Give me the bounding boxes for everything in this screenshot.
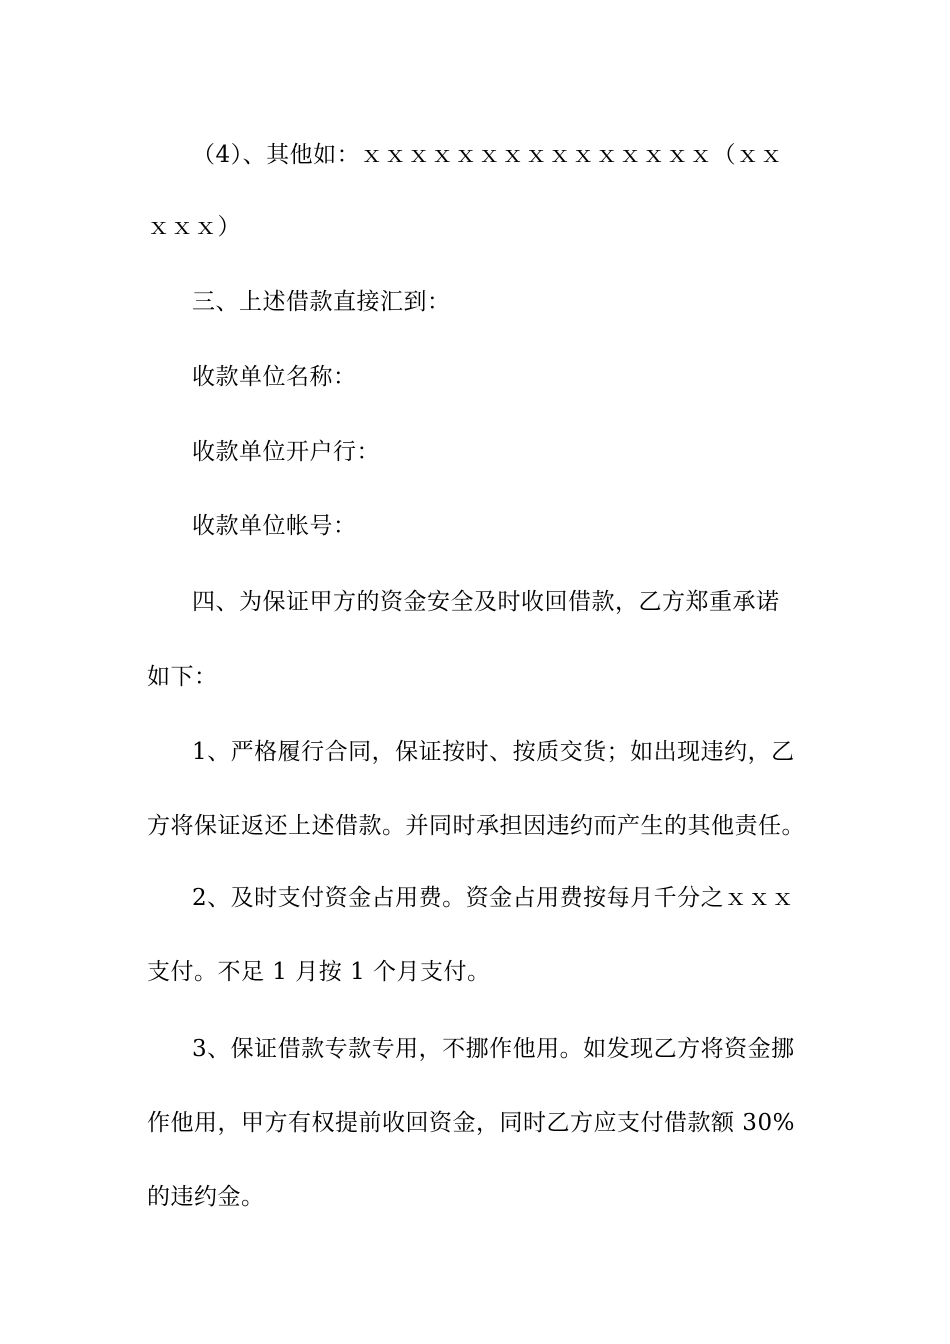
payee-account-label: 收款单位帐号： [192,513,357,539]
clause-4-3-line-3: 的违约金。 [147,1184,265,1210]
clause-4-3-line-1: 3、保证借款专款专用，不挪作他用。如发现乙方将资金挪 [192,1036,795,1062]
payee-name-label: 收款单位名称： [192,364,357,390]
clause-4-1-line-2: 方将保证返还上述借款。并同时承担因违约而产生的其他责任。 [147,813,805,839]
clause-4-3-line-2: 作他用，甲方有权提前收回资金，同时乙方应支付借款额 30% [147,1110,795,1136]
clause-2-4-line-1: （4）、其他如：ｘｘｘｘｘｘｘｘｘｘｘｘｘｘｘ（ｘｘ [192,142,784,168]
payee-bank-label: 收款单位开户行： [192,439,380,465]
clause-4-1-line-1: 1、严格履行合同，保证按时、按质交货；如出现违约，乙 [192,739,795,765]
clause-4-2-line-2: 支付。不足 1 月按 1 个月支付。 [147,959,491,985]
section-3-heading: 三、上述借款直接汇到： [192,289,451,315]
clause-4-2-line-1: 2、及时支付资金占用费。资金占用费按每月千分之ｘｘｘ [192,885,795,911]
clause-2-4-line-2: ｘｘｘ） [147,214,241,240]
section-4-line-2: 如下： [147,664,218,690]
section-4-line-1: 四、为保证甲方的资金安全及时收回借款，乙方郑重承诺 [192,589,780,615]
